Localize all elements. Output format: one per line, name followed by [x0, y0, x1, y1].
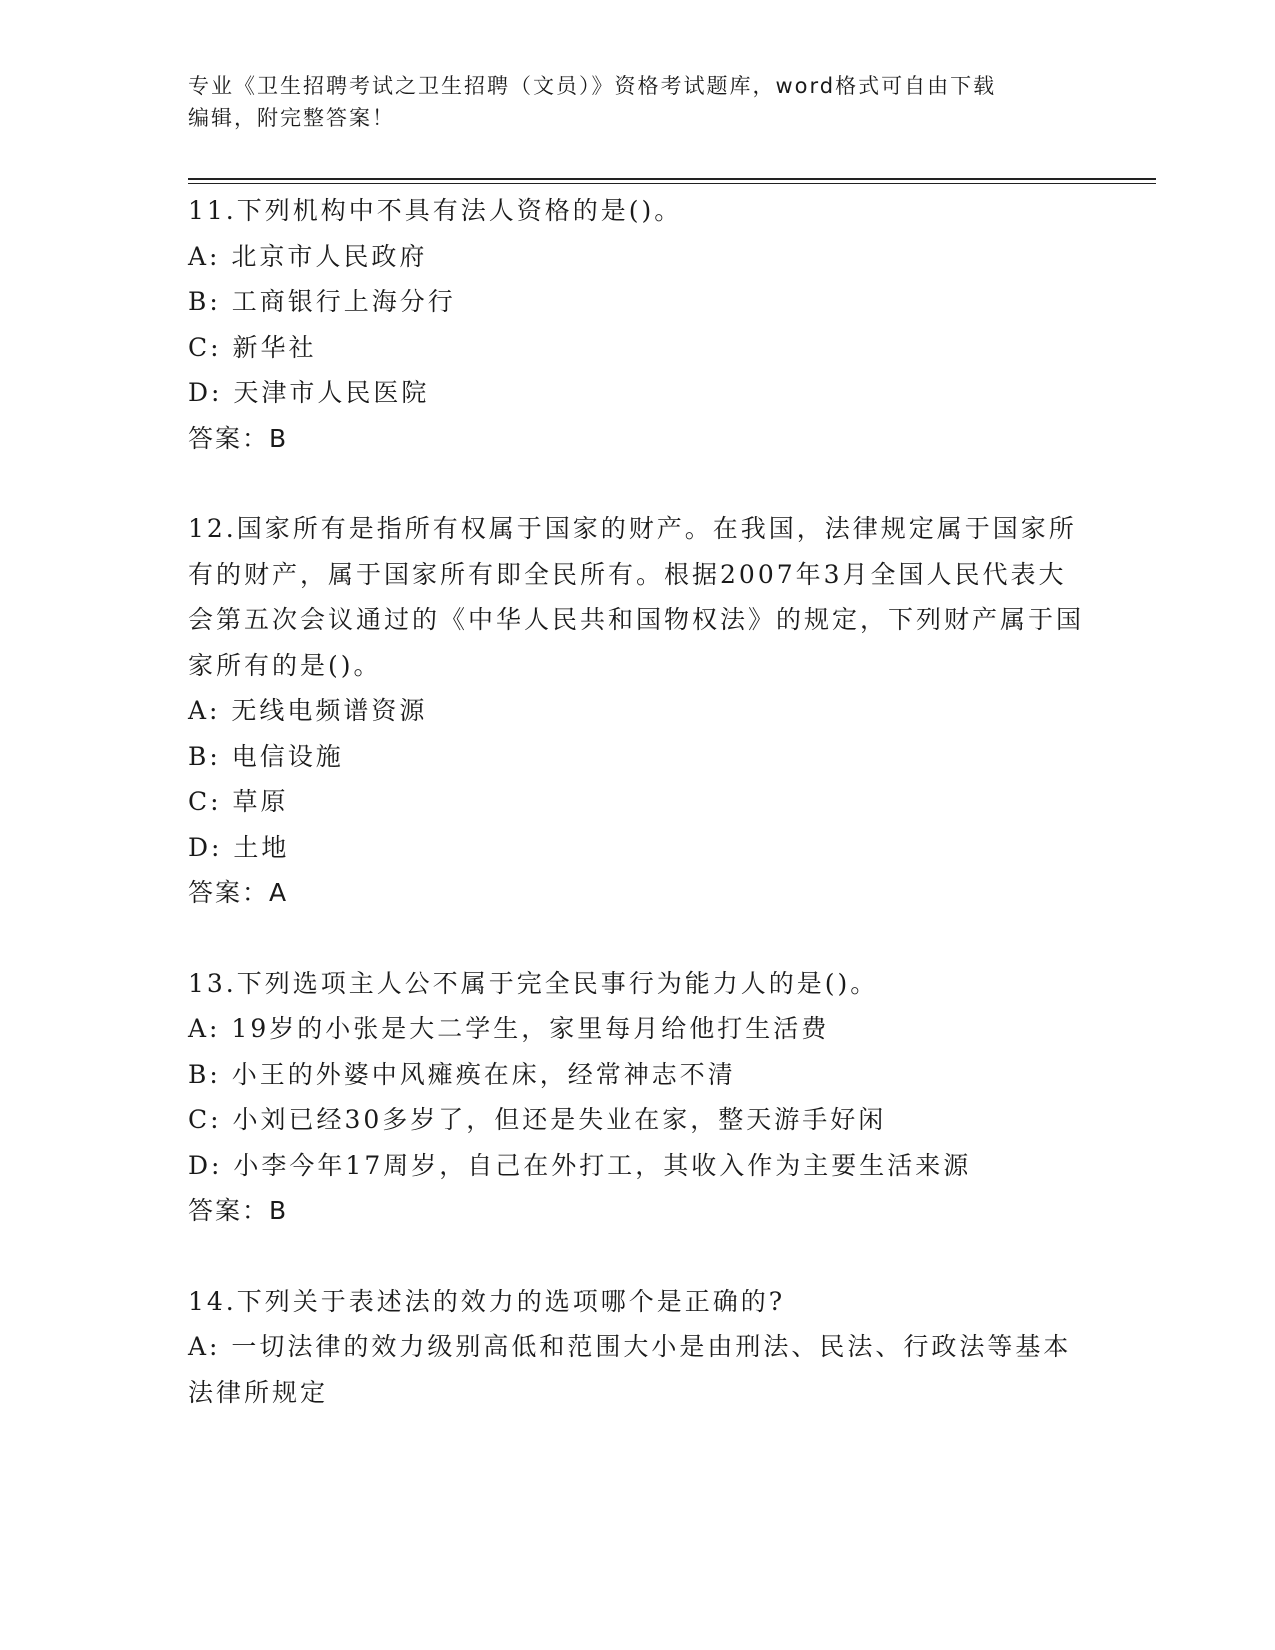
option-a: A: 北京市人民政府 [188, 241, 428, 271]
option-a: A: 19岁的小张是大二学生，家里每月给他打生活费 [188, 1014, 830, 1043]
option-d: D: 小李今年17周岁，自己在外打工，其收入作为主要生活来源 [188, 1150, 972, 1180]
option-b: B: 工商银行上海分行 [188, 287, 456, 316]
option-a: A: 一切法律的效力级别高低和范围大小是由刑法、民法、行政法等基本法律所规定 [188, 1332, 1072, 1407]
option-c: C: 新华社 [188, 332, 317, 362]
page-header [188, 70, 1088, 134]
question-text: 14.下列关于表述法的效力的选项哪个是正确的? [188, 1286, 786, 1316]
option-b: B: 小王的外婆中风瘫痪在床，经常神志不清 [188, 1059, 736, 1089]
header-divider [188, 178, 1156, 184]
header-line-2: 编辑，附完整答案！ [188, 106, 395, 130]
option-c: C: 小刘已经30多岁了，但还是失业在家，整天游手好闲 [188, 1105, 887, 1134]
question-text: 12.国家所有是指所有权属于国家的财产。在我国，法律规定属于国家所有的财产，属于国家所有即全民所有。根据2007年3月全国人民代表大会第五次会议通过的《中华人民共和国物权法》的规定，下列财产属于国家所有的是()。 [188, 514, 1085, 680]
question-11 [188, 188, 1088, 461]
answer: 答案：B [188, 1196, 289, 1225]
answer: 答案：A [188, 878, 289, 907]
question-12 [188, 506, 1088, 916]
option-d: D: 土地 [188, 832, 290, 862]
option-a: A: 无线电频谱资源 [188, 696, 428, 725]
question-14 [188, 1279, 1088, 1416]
answer: 答案：B [188, 423, 289, 453]
option-d: D: 天津市人民医院 [188, 378, 430, 407]
option-c: C: 草原 [188, 787, 289, 816]
question-list [188, 188, 1088, 1460]
question-text: 13.下列选项主人公不属于完全民事行为能力人的是()。 [188, 968, 879, 998]
question-13 [188, 961, 1088, 1234]
question-text: 11.下列机构中不具有法人资格的是()。 [188, 196, 683, 225]
option-b: B: 电信设施 [188, 741, 344, 771]
header-line-1: 专业《卫生招聘考试之卫生招聘（文员）》资格考试题库，word格式可自由下载 [188, 74, 997, 98]
